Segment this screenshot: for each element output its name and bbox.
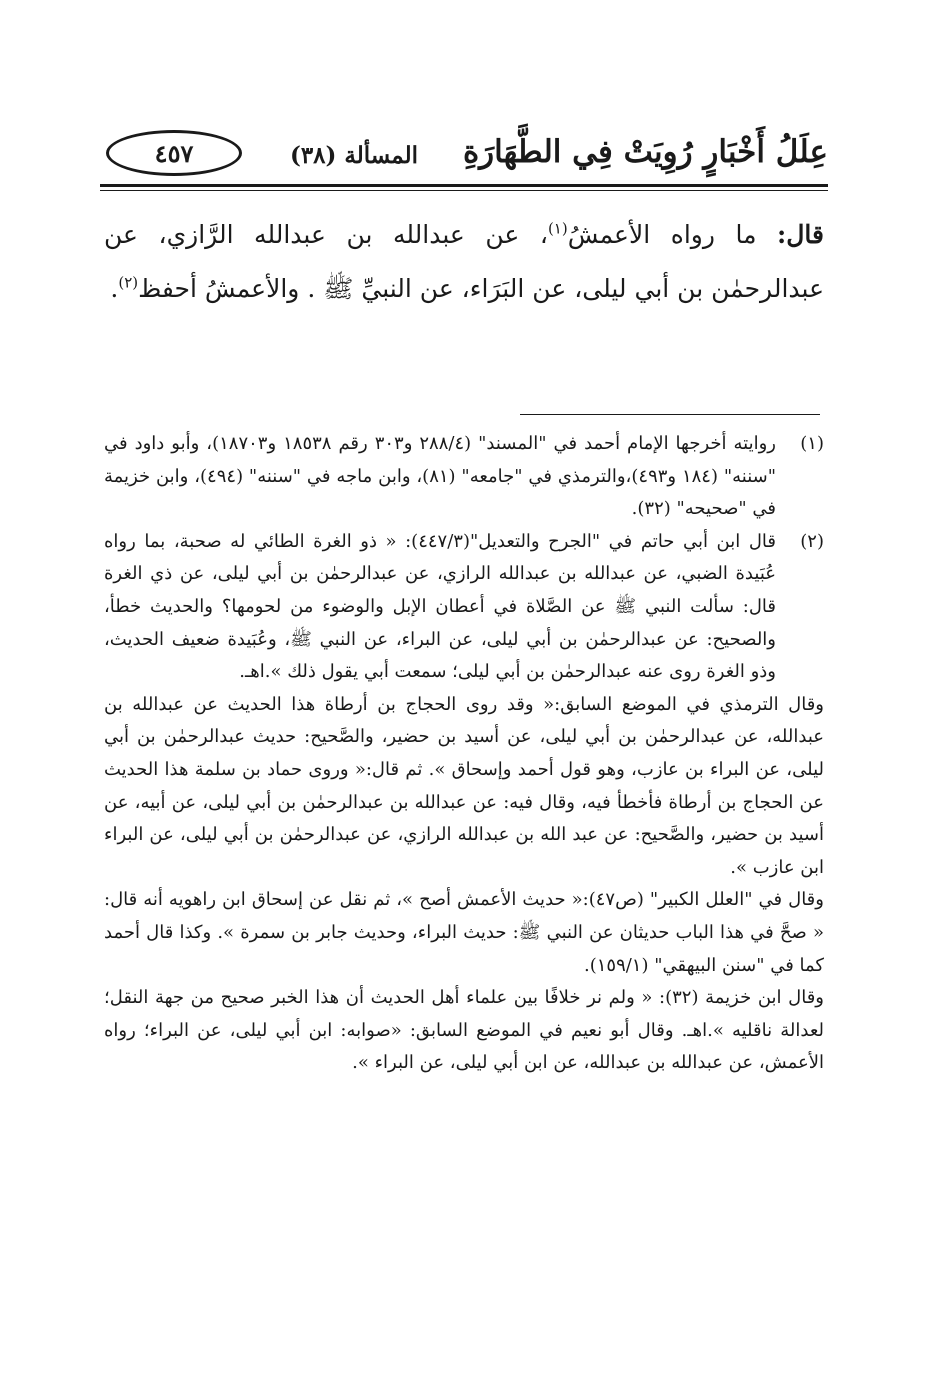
main-text-end: . — [110, 274, 119, 303]
footnote-paragraph: وقال في "العلل الكبير" (ص٤٧):« حديث الأعمش أصح »، ثم نقل عن إسحاق ابن راهويه أنه قال: « صحَّ في هذا الباب حديثان عن النبي ﷺ: حديث البراء، وحديث جابر بن سمرة ». وكذا قال أحمد كما في "سنن البيهقي" (١٥٩/١). — [104, 889, 824, 976]
footnote-1 — [104, 428, 824, 526]
issue-label: المسألة (٣٨) — [289, 142, 418, 169]
footnote-paragraph: وقال ابن خزيمة (٣٢): « ولم نر خلافًا بين علماء أهل الحديث أن هذا الخبر صحيح من جهة النقل؛ لعدالة ناقليه ».اهـ. وقال أبو نعيم في الموضع السابق: «صوابه: ابن أبي ليلى، عن البراء؛ رواه الأعمش، عن عبدالله بن عبدالله، عن ابن أبي ليلى، عن البراء ». — [104, 987, 824, 1074]
footnote-2 — [104, 526, 824, 689]
page-number-oval — [106, 130, 242, 176]
footnote-body — [104, 689, 824, 1080]
footnote-number: (٢) — [800, 530, 824, 552]
book-title: عِلَلُ أَخْبَارٍ رُوِيَتْ فِي الطَّهَارَةِ — [462, 134, 828, 170]
header-rule-thin — [100, 190, 828, 191]
main-text-part2: ، عن عبدالله بن عبدالله الرَّازي، عن عبدالرحمٰن بن أبي ليلى، عن البَرَاء، عن النبيِّ ﷺ . والأعمشُ أحفظ — [104, 220, 824, 303]
page-number: ٤٥٧ — [154, 138, 194, 168]
page-header — [100, 128, 828, 184]
footnote-2-continued — [104, 689, 824, 1080]
footnote-ref-1: (١) — [547, 219, 568, 238]
main-paragraph — [104, 208, 824, 316]
footnote-body — [104, 428, 776, 526]
footnote-body — [104, 526, 776, 689]
footnote-paragraph: وقال الترمذي في الموضع السابق:« وقد روى الحجاج بن أرطاة هذا الحديث عن عبدالله بن عبدالله، عن عبدالرحمٰن بن أبي ليلى، عن أسيد بن حضير، والصَّحيح: حديث عبدالرحمٰن بن أبي ليلى، عن البراء بن عازب، وهو قول أحمد وإسحاق ». ثم قال:« وروى حماد بن سلمة هذا الحديث عن الحجاج بن أرطاة فأخطأ فيه، وقال فيه: عن عبدالله بن عبدالرحمٰن بن أبي ليلى، عن أبيه، عن أسيد بن حضير، والصَّحيح: عن عبد الله بن عبدالله الرازي، عن عبدالرحمٰن بن أبي ليلى، عن البراء ابن عازب ». — [104, 693, 824, 878]
footnote-separator — [520, 414, 820, 415]
footnote-ref-2: (٢) — [118, 273, 139, 292]
header-rule-thick — [100, 184, 828, 187]
footnote-paragraph: قال ابن أبي حاتم في "الجرح والتعديل"(٤٤٧/٣): « ذو الغرة الطائي له صحبة، بما رواه عُبَيدة الضبي، عن عبدالله بن عبدالله الرازي، عن عبدالرحمٰن بن أبي ليلى، عن ذي الغرة قال: سألت النبي ﷺ عن الصَّلاة في أعطان الإبل والوضوء من لحومها؟ والحديث خطأ، والصحيح: عن عبدالرحمٰن بن أبي ليلى، عن البراء، عن النبي ﷺ، وعُبَيدة ضعيف الحديث، وذو الغرة روى عنه عبدالرحمٰن بن أبي ليلى؛ سمعت أبي يقول ذلك ».اهـ. — [104, 530, 776, 683]
footnote-paragraph: روايته أخرجها الإمام أحمد في "المسند" (٢٨٨/٤ و٣٠٣ رقم ١٨٥٣٨ و١٨٧٠٣)، وأبو داود في "سننه" (١٨٤ و٤٩٣)،والترمذي في "جامعه" (٨١)، وابن ماجه في "سننه" (٤٩٤)، وابن خزيمة في "صحيحه" (٣٢). — [104, 433, 777, 520]
main-text — [104, 208, 824, 316]
footnote-number: (١) — [800, 433, 824, 454]
footnotes — [104, 428, 824, 1080]
main-text-part1: ما رواه الأعمشُ — [567, 220, 757, 249]
qal-label: قال: — [777, 220, 824, 249]
